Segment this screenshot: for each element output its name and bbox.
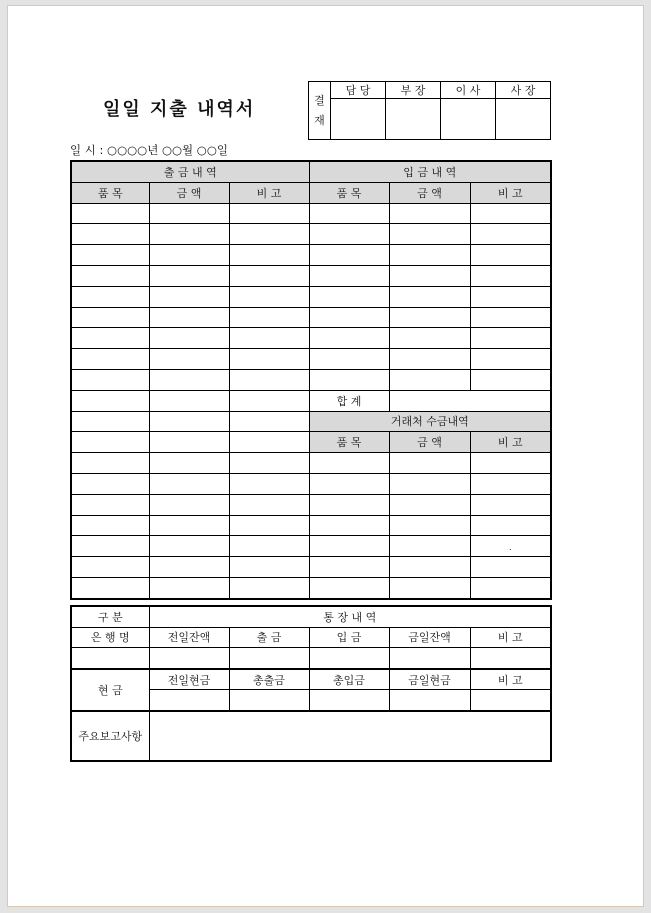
table-cell[interactable] [470,245,551,266]
table-cell[interactable] [470,203,551,224]
table-cell[interactable] [229,536,309,557]
table-cell[interactable] [71,349,149,370]
table-cell[interactable] [470,369,551,390]
table-cell[interactable] [389,557,470,578]
table-cell[interactable] [389,328,470,349]
table-cell[interactable] [229,473,309,494]
table-cell[interactable] [149,577,229,598]
table-cell[interactable] [309,515,389,536]
table-cell[interactable] [229,494,309,515]
table-cell[interactable] [71,328,149,349]
table-cell[interactable] [389,648,470,669]
out-col-note: 비 고 [229,182,309,203]
table-cell[interactable] [309,245,389,266]
table-cell[interactable] [71,369,149,390]
table-row [71,265,551,286]
table-row [71,536,551,557]
table-cell[interactable] [389,577,470,598]
table-cell[interactable] [389,690,470,711]
table-cell[interactable] [149,453,229,474]
table-cell[interactable] [149,349,229,370]
table-cell[interactable] [389,245,470,266]
table-cell[interactable] [229,265,309,286]
approval-sign-director[interactable] [386,99,441,140]
approval-role-manager: 담 당 [331,82,386,99]
approval-role-director: 부 장 [386,82,441,99]
table-cell[interactable] [389,494,470,515]
table-cell[interactable] [229,648,309,669]
table-row [71,557,551,578]
table-row [71,390,551,411]
table-cell[interactable] [71,307,149,328]
table-row [71,328,551,349]
table-cell[interactable] [71,390,149,411]
cash-col-total-out: 총출금 [229,669,309,690]
table-cell[interactable] [389,203,470,224]
table-cell[interactable] [309,473,389,494]
approval-sign-manager[interactable] [331,99,386,140]
approval-role-executive: 이 사 [441,82,496,99]
table-cell[interactable] [149,557,229,578]
table-row [71,224,551,245]
table-cell[interactable] [229,690,309,711]
table-cell[interactable] [149,432,229,453]
table-cell[interactable] [71,536,149,557]
table-cell[interactable] [149,473,229,494]
cash-label: 현 금 [71,669,149,711]
bank-col-withdrawal: 출 금 [229,627,309,648]
table-row [71,307,551,328]
client-col-amount: 금 액 [389,432,470,453]
bank-col-today-balance: 금일잔액 [389,627,470,648]
table-row [71,648,551,669]
table-cell[interactable] [229,349,309,370]
document-title: 일일 지출 내역서 [103,99,256,120]
table-cell[interactable] [71,557,149,578]
table-cell[interactable] [71,411,149,432]
table-cell[interactable] [149,411,229,432]
table-cell[interactable] [470,286,551,307]
date-line: 일 시 : ○○○○년 ○○월 ○○일 [70,143,228,157]
table-cell[interactable] [71,245,149,266]
table-cell[interactable] [309,203,389,224]
table-cell[interactable] [309,307,389,328]
table-row [71,432,551,453]
table-cell[interactable] [389,265,470,286]
table-cell[interactable] [389,473,470,494]
table-cell[interactable] [309,265,389,286]
table-cell[interactable] [229,453,309,474]
table-cell[interactable] [470,648,551,669]
table-cell[interactable] [229,307,309,328]
table-cell[interactable] [149,245,229,266]
summary-table [70,605,552,762]
table-row [71,349,551,370]
ledger-table [70,160,552,600]
table-cell[interactable] [229,245,309,266]
table-cell[interactable] [470,557,551,578]
table-cell[interactable] [309,577,389,598]
table-cell[interactable] [229,515,309,536]
bank-col-note: 비 고 [470,627,551,648]
table-cell[interactable] [389,515,470,536]
table-row [71,286,551,307]
out-col-item: 품 목 [71,182,149,203]
table-row [71,411,551,432]
in-col-item: 품 목 [309,182,389,203]
approval-sign-president[interactable] [496,99,551,140]
table-row [71,203,551,224]
table-cell[interactable] [470,473,551,494]
table-cell[interactable] [229,328,309,349]
table-cell[interactable] [229,286,309,307]
table-cell[interactable] [470,690,551,711]
bankbook-header: 통 장 내 역 [149,606,551,627]
table-row [71,577,551,598]
table-cell[interactable] [149,390,229,411]
table-cell[interactable] [309,690,389,711]
table-row [71,515,551,536]
total-label: 합 계 [309,390,389,411]
table-cell[interactable] [71,224,149,245]
table-cell[interactable] [309,648,389,669]
table-cell[interactable] [149,369,229,390]
in-col-amount: 금 액 [389,182,470,203]
table-cell[interactable] [309,286,389,307]
table-cell[interactable] [309,494,389,515]
table-row [71,494,551,515]
table-cell[interactable] [309,369,389,390]
table-cell[interactable] [470,349,551,370]
table-cell[interactable] [149,307,229,328]
cash-col-total-in: 총입금 [309,669,389,690]
report-label: 주요보고사항 [71,711,149,761]
table-cell[interactable] [389,286,470,307]
table-cell[interactable] [149,648,229,669]
table-cell[interactable] [229,390,309,411]
table-cell[interactable] [149,224,229,245]
table-cell[interactable] [149,286,229,307]
table-cell[interactable] [470,577,551,598]
approval-role-president: 사 장 [496,82,551,99]
table-row [71,473,551,494]
table-row [71,369,551,390]
table-cell[interactable] [149,515,229,536]
report-content[interactable] [149,711,551,761]
cash-col-prev: 전일현금 [149,669,229,690]
table-row [71,453,551,474]
table-cell[interactable] [309,536,389,557]
table-cell[interactable] [71,473,149,494]
table-cell[interactable] [71,432,149,453]
table-cell[interactable] [470,536,551,557]
table-cell[interactable] [229,411,309,432]
note-mark: . [509,542,512,552]
table-cell[interactable] [149,265,229,286]
table-cell[interactable] [229,577,309,598]
table-cell[interactable] [71,577,149,598]
table-row [71,245,551,266]
approval-table [308,81,551,140]
table-cell[interactable] [389,453,470,474]
table-cell[interactable] [71,648,149,669]
approval-sign-executive[interactable] [441,99,496,140]
table-cell[interactable] [309,224,389,245]
table-cell[interactable] [470,328,551,349]
table-cell[interactable] [149,203,229,224]
table-cell[interactable] [229,203,309,224]
table-cell[interactable] [71,286,149,307]
table-cell[interactable] [229,224,309,245]
table-cell[interactable] [229,557,309,578]
table-cell[interactable] [470,515,551,536]
client-col-note: 비 고 [470,432,551,453]
approval-label-bottom: 재 [314,113,325,127]
table-cell[interactable] [149,328,229,349]
table-cell[interactable] [470,224,551,245]
incoming-header: 입 금 내 역 [309,161,551,182]
table-cell[interactable] [389,307,470,328]
table-cell[interactable] [389,349,470,370]
approval-label [309,82,331,140]
table-cell[interactable] [309,557,389,578]
table-cell[interactable] [149,536,229,557]
table-cell[interactable] [229,432,309,453]
table-cell[interactable] [71,265,149,286]
table-cell[interactable] [470,494,551,515]
table-cell[interactable] [309,328,389,349]
out-col-amount: 금 액 [149,182,229,203]
table-cell[interactable] [149,690,229,711]
outgoing-header: 출 금 내 역 [71,161,309,182]
cash-col-today: 금일현금 [389,669,470,690]
client-col-item: 품 목 [309,432,389,453]
bank-col-prev-balance: 전일잔액 [149,627,229,648]
table-cell[interactable] [71,453,149,474]
table-cell[interactable] [309,349,389,370]
approval-label-top: 결 [314,93,325,107]
category-label: 구 분 [71,606,149,627]
table-cell[interactable] [309,453,389,474]
table-cell[interactable] [470,265,551,286]
table-cell[interactable] [71,203,149,224]
table-cell[interactable] [149,494,229,515]
table-cell[interactable] [71,494,149,515]
in-col-note: 비 고 [470,182,551,203]
client-collection-header: 거래처 수금내역 [309,411,551,432]
bank-name-label: 은 행 명 [71,627,149,648]
table-cell[interactable] [229,369,309,390]
table-cell[interactable] [470,453,551,474]
bank-col-deposit: 입 금 [309,627,389,648]
table-cell[interactable] [71,515,149,536]
cash-col-note: 비 고 [470,669,551,690]
total-value[interactable] [389,390,551,411]
table-cell[interactable] [389,536,470,557]
table-cell[interactable] [389,224,470,245]
table-cell[interactable] [389,369,470,390]
table-cell[interactable] [470,307,551,328]
